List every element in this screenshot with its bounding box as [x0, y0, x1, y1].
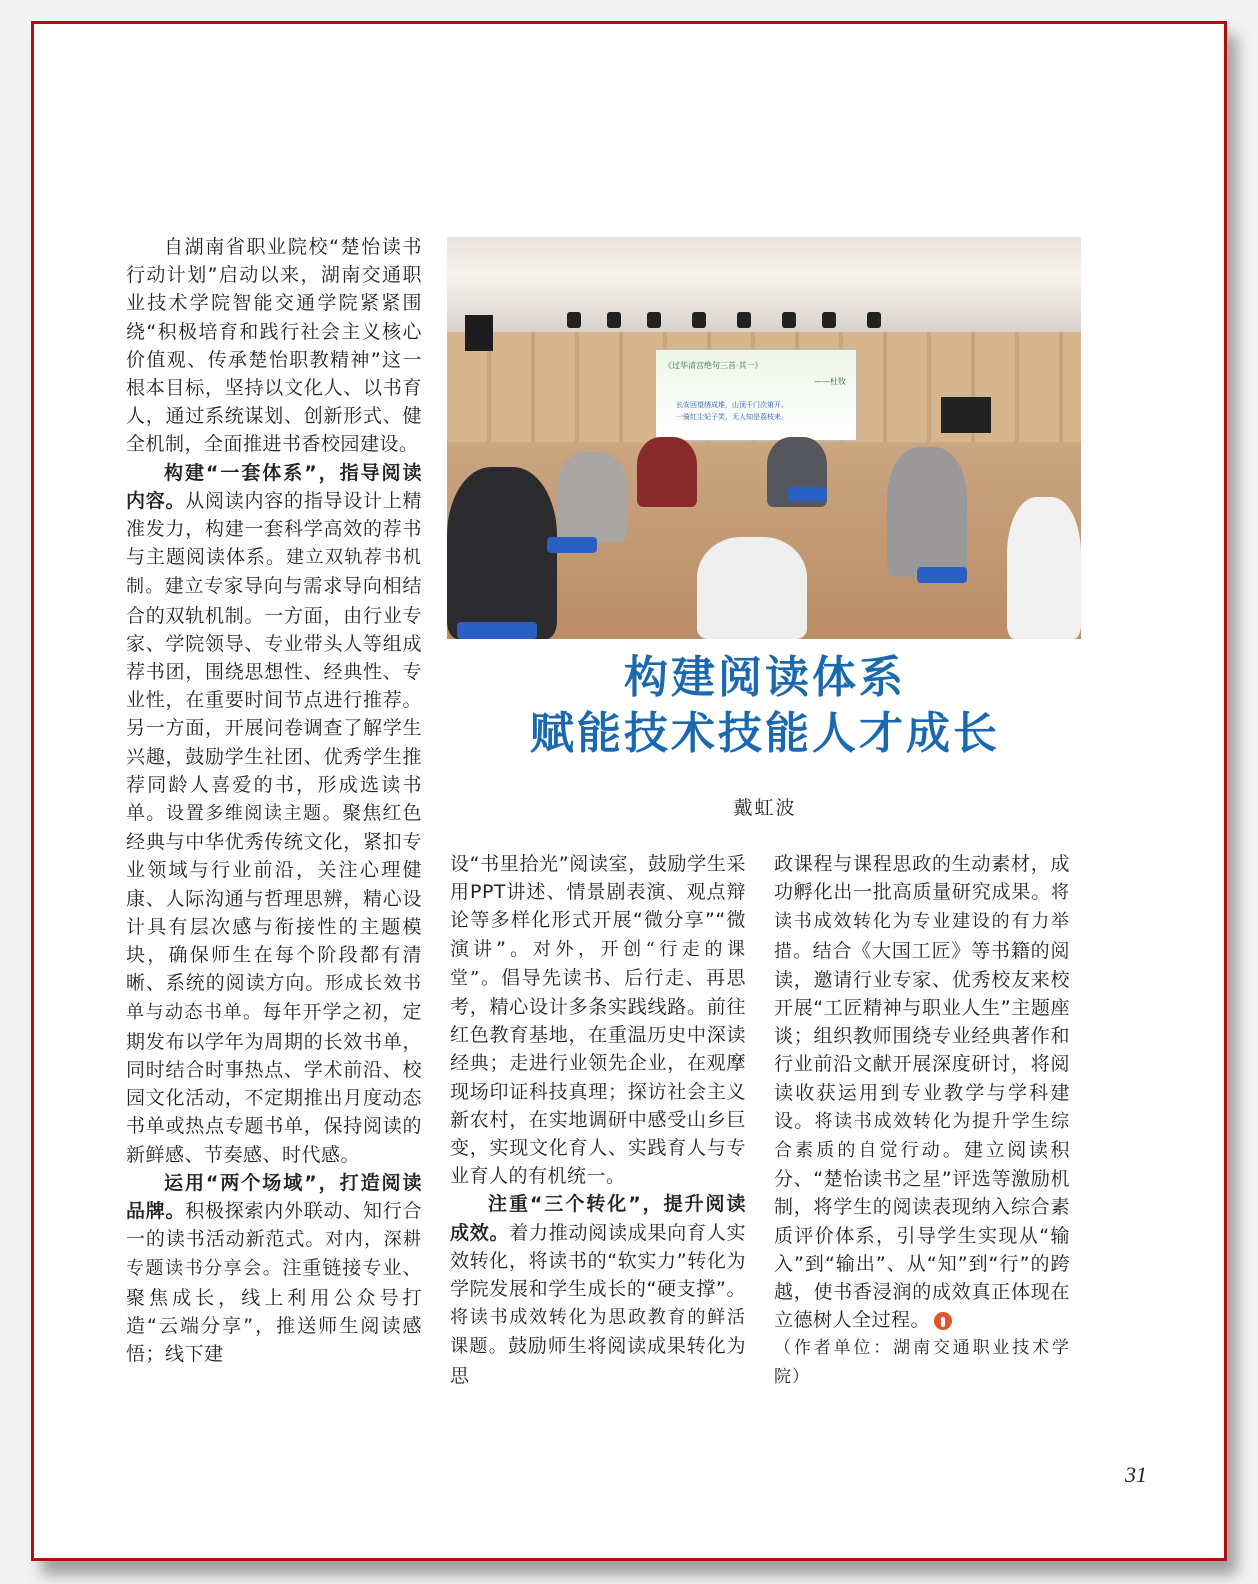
- subheading: 形成长效书单与动态书单。: [126, 973, 422, 1024]
- blue-chair: [457, 622, 537, 639]
- section-3-continued: [774, 850, 1070, 1334]
- section-heading: 注重“三个转化”，提升阅读成效。: [450, 1193, 746, 1244]
- subheading: 将读书成效转化为专业建设的有力举措。: [774, 882, 1070, 962]
- body-text-split-3: 鼓励师生将阅读成果转化为思: [450, 1335, 746, 1387]
- title-line-2: 赋能技术技能人才成长: [530, 708, 1000, 759]
- body-text: 聚焦红色经典与中华优秀传统文化，紧扣专业领域与行业前沿，关注心理健康、人际沟通与哲理思辨，精心设计具有层次感与衔接性的主题模块，确保师生在每个阶段都有清晰、系统的阅读方向。: [126, 802, 422, 995]
- event-photo: [447, 237, 1081, 639]
- body-text: 每年开学之初，定期发布以学年为周期的长效书单，同时结合时事热点、学术前沿、校园文化活动，不定期推出月度动态书单或热点专题书单，保持阅读的新鲜感、节奏感、时代感。: [126, 1001, 422, 1166]
- page-number: 31: [1125, 1462, 1147, 1487]
- section-heading: 构建“一套体系”，指导阅读内容。: [126, 461, 422, 512]
- stage-light-icon: [607, 312, 621, 328]
- section-2-paragraph: [126, 1169, 422, 1368]
- blue-chair: [547, 537, 597, 553]
- stage-light-icon: [692, 312, 706, 328]
- student-figure: [1007, 497, 1081, 639]
- stage-light-icon: [647, 312, 661, 328]
- stage-light-icon: [867, 312, 881, 328]
- body-column-2: [450, 850, 746, 1390]
- subheading: 对外，开创“行走的课堂”。: [450, 938, 746, 989]
- body-text: 建立阅读积分、“楚怡读书之星”评选等激励机制，将学生的阅读表现纳入综合素质评价体系，引导学生实现从“输入”到“输出”、从“知”到“行”的跨越，使书香浸润的成效真正体现在立德树人全过程。: [774, 1139, 1070, 1332]
- author-affiliation: （作者单位：湖南交通职业技术学院）: [774, 1338, 1070, 1387]
- subheading: 将读书成效转化为提升学生综合素质的自觉行动。: [774, 1110, 1070, 1162]
- screen-title: 《过华清宫绝句三首·其一》: [664, 361, 763, 370]
- section-3-paragraph: [450, 1190, 746, 1389]
- end-mark-icon: [934, 1312, 952, 1330]
- blue-chair: [917, 567, 967, 583]
- intro-paragraph: 自湖南省职业院校“楚怡读书行动计划”启动以来，湖南交通职业技术学院智能交通学院紧紧围绕“积极培育和践行社会主义核心价值观、传承楚怡职教精神”这一根本目标，坚持以文化人、以书育人，通过系统谋划、创新形式、健全机制，全面推进书香校园建设。: [126, 236, 422, 456]
- student-figure: [887, 447, 967, 577]
- screen-line: 长安回望绣成堆，山顶千门次第开。: [676, 401, 788, 409]
- photo-ceiling: [447, 237, 1081, 332]
- body-text-split-4: 政课程与课程思政的生动素材，成功孵化出一批高质量研究成果。: [774, 853, 1070, 904]
- tv-monitor: [941, 397, 991, 433]
- screen-author: ——杜牧: [814, 377, 846, 386]
- title-line-1: 构建阅读体系: [624, 652, 906, 703]
- body-text: 倡导先读书、后行走、再思考，精心设计多条实践线路。前往红色教育基地，在重温历史中深读经典；走进行业领先企业，在观摩现场印证科技真理；探访社会主义新农村，在实地调研中感受山乡巨变，实现文化育人、实践育人与专业育人的有机统一。: [450, 966, 746, 1188]
- section-heading: 运用“两个场域”，打造阅读品牌。: [126, 1171, 422, 1222]
- screen-line: 一骑红尘妃子笑，无人知是荔枝来。: [676, 413, 788, 421]
- body-text-split-2: 设“书里拾光”阅读室，鼓励学生采用PPT讲述、情景剧表演、观点辩论等多样化形式开展“微分享”“微演讲”。: [450, 853, 746, 960]
- subheading: 对内，深耕专题读书分享会。: [126, 1229, 422, 1280]
- section-2-continued: [450, 850, 746, 1190]
- subheading: 建立双轨荐书机制。: [126, 547, 422, 598]
- projection-screen: [655, 349, 857, 441]
- speaker-icon: [465, 315, 493, 351]
- body-text: 建立专家导向与需求导向相结合的双轨机制。一方面，由行业专家、学院领导、专业带头人等组成荐书团，围绕思想性、经典性、专业性，在重要时间节点进行推荐。另一方面，开展问卷调查了解学生兴趣，鼓励学生社团、优秀学生推荐同龄人喜爱的书，形成选读书单。: [126, 575, 422, 825]
- stage-light-icon: [782, 312, 796, 328]
- body-text: 积极探索内外联动、知行合一的读书活动新范式。: [126, 1199, 422, 1251]
- body-text: 着力推动阅读成果向育人实效转化，将读书的“软实力”转化为学院发展和学生成长的“硬支撑”。: [450, 1221, 746, 1301]
- subheading: 将读书成效转化为思政教育的鲜活课题。: [450, 1307, 746, 1358]
- stage-light-icon: [822, 312, 836, 328]
- student-figure: [697, 537, 807, 639]
- student-figure: [447, 467, 557, 639]
- body-column-1: [126, 233, 422, 1368]
- blue-chair: [787, 487, 827, 501]
- body-text: 从阅读内容的指导设计上精准发力，构建一套科学高效的荐书与主题阅读体系。: [126, 489, 422, 569]
- subheading: 设置多维阅读主题。: [166, 803, 343, 825]
- article-title: [450, 650, 1080, 762]
- student-figure: [637, 437, 697, 507]
- body-column-3: [774, 850, 1070, 1391]
- author-byline: 戴虹波: [733, 797, 797, 819]
- body-text-split-1: 注重链接专业、聚焦成长，线上利用公众号打造“云端分享”，推送师生阅读感悟；线下建: [126, 1257, 422, 1365]
- stage-light-icon: [567, 312, 581, 328]
- section-1-paragraph: [126, 459, 422, 1169]
- body-text: 结合《大国工匠》等书籍的阅读，邀请行业专家、优秀校友来校开展“工匠精神与职业人生”主题座谈；组织教师围绕专业经典著作和行业前沿文献开展深度研讨，将阅读收获运用到专业教学与学科建设。: [774, 939, 1070, 1132]
- stage-light-icon: [737, 312, 751, 328]
- student-figure: [557, 452, 627, 542]
